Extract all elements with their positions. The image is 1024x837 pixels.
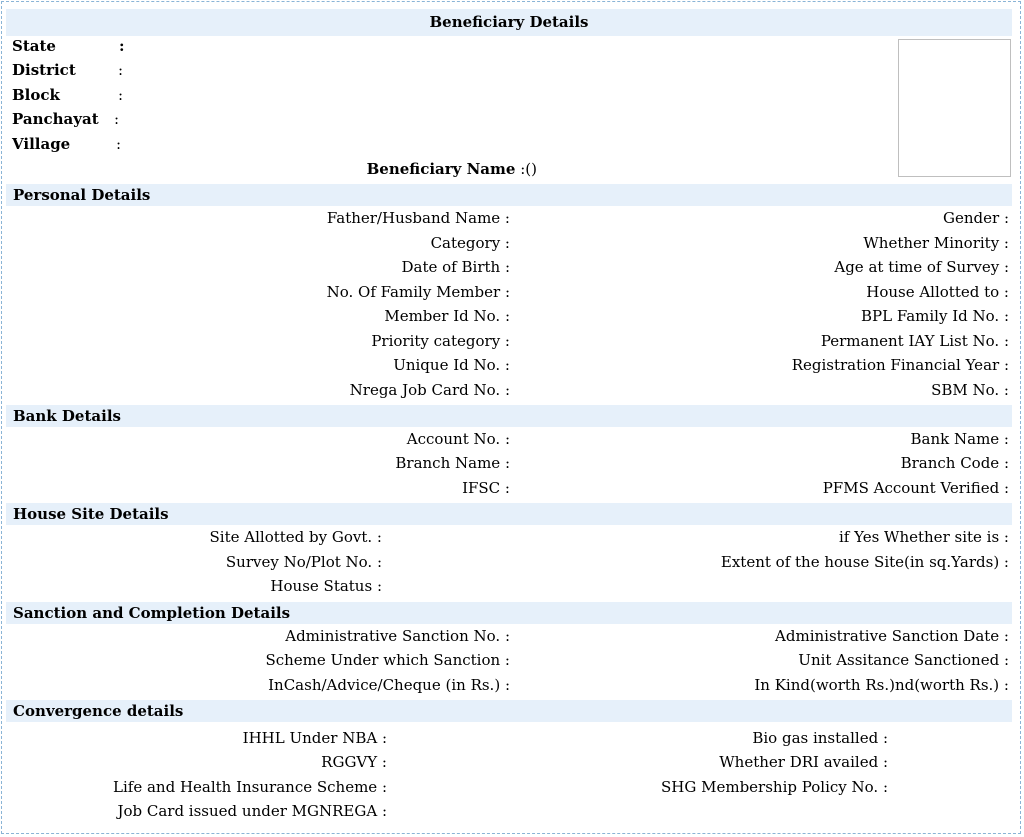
village-colon: :: [116, 135, 122, 153]
ifsc-label: IFSC :: [462, 479, 510, 497]
block-label: Block: [12, 86, 60, 104]
district-colon: :: [118, 61, 124, 79]
unit-assistance-label: Unit Assitance Sanctioned :: [798, 651, 1009, 669]
date-of-birth-label: Date of Birth :: [401, 258, 510, 276]
bio-gas-label: Bio gas installed :: [752, 729, 888, 747]
bpl-family-id-label: BPL Family Id No. :: [860, 307, 1009, 325]
district-label: District: [12, 61, 76, 79]
unique-id-label: Unique Id No. :: [393, 356, 510, 374]
category-label: Category :: [430, 234, 510, 252]
panchayat-label: Panchayat: [12, 110, 99, 128]
in-kind-label: In Kind(worth Rs.)nd(worth Rs.) :: [754, 676, 1009, 694]
panchayat-colon: :: [114, 110, 120, 128]
registration-financial-year-label: Registration Financial Year :: [791, 356, 1009, 374]
account-no-label: Account No. :: [406, 430, 510, 448]
ihhl-nba-label: IHHL Under NBA :: [242, 729, 387, 747]
beneficiary-name-row: [300, 160, 537, 178]
branch-code-label: Branch Code :: [900, 454, 1009, 472]
convergence-details-heading: Convergence details: [6, 700, 1012, 722]
whether-site-is-label: if Yes Whether site is :: [838, 528, 1009, 546]
beneficiary-name-value: :(): [520, 160, 537, 178]
house-status-label: House Status :: [270, 577, 382, 595]
state-label: State: [12, 37, 56, 55]
scheme-under-sanction-label: Scheme Under which Sanction :: [265, 651, 510, 669]
life-health-insurance-label: Life and Health Insurance Scheme :: [113, 778, 387, 796]
beneficiary-name-label: Beneficiary Name: [366, 160, 516, 178]
rggvy-label: RGGVY :: [321, 753, 387, 771]
branch-name-label: Branch Name :: [395, 454, 510, 472]
block-colon: :: [118, 86, 124, 104]
job-card-mgnrega-label: Job Card issued under MGNREGA :: [117, 802, 387, 820]
dri-availed-label: Whether DRI availed :: [719, 753, 888, 771]
personal-details-heading: Personal Details: [6, 184, 1012, 206]
gender-label: Gender :: [943, 209, 1009, 227]
sbm-no-label: SBM No. :: [931, 381, 1009, 399]
sanction-completion-heading: Sanction and Completion Details: [6, 602, 1012, 624]
whether-minority-label: Whether Minority :: [863, 234, 1009, 252]
admin-sanction-no-label: Administrative Sanction No. :: [285, 627, 510, 645]
house-allotted-to-label: House Allotted to :: [866, 283, 1009, 301]
bank-details-heading: Bank Details: [6, 405, 1012, 427]
admin-sanction-date-label: Administrative Sanction Date :: [775, 627, 1009, 645]
family-member-count-label: No. Of Family Member :: [326, 283, 510, 301]
father-husband-name-label: Father/Husband Name :: [326, 209, 510, 227]
permanent-iay-list-label: Permanent IAY List No. :: [820, 332, 1009, 350]
pfms-verified-label: PFMS Account Verified :: [822, 479, 1009, 497]
village-label: Village: [12, 135, 71, 153]
survey-plot-no-label: Survey No/Plot No. :: [225, 553, 382, 571]
bank-name-label: Bank Name :: [910, 430, 1009, 448]
member-id-label: Member Id No. :: [384, 307, 510, 325]
shg-membership-label: SHG Membership Policy No. :: [661, 778, 888, 796]
state-colon: :: [119, 37, 125, 55]
house-site-details-heading: House Site Details: [6, 503, 1012, 525]
age-at-survey-label: Age at time of Survey :: [834, 258, 1009, 276]
site-allotted-label: Site Allotted by Govt. :: [209, 528, 382, 546]
incash-advice-cheque-label: InCash/Advice/Cheque (in Rs.) :: [268, 676, 510, 694]
extent-house-site-label: Extent of the house Site(in sq.Yards) :: [720, 553, 1009, 571]
beneficiary-photo: [898, 39, 1011, 177]
priority-category-label: Priority category :: [371, 332, 510, 350]
nrega-job-card-label: Nrega Job Card No. :: [349, 381, 510, 399]
form-title: Beneficiary Details: [6, 9, 1012, 36]
